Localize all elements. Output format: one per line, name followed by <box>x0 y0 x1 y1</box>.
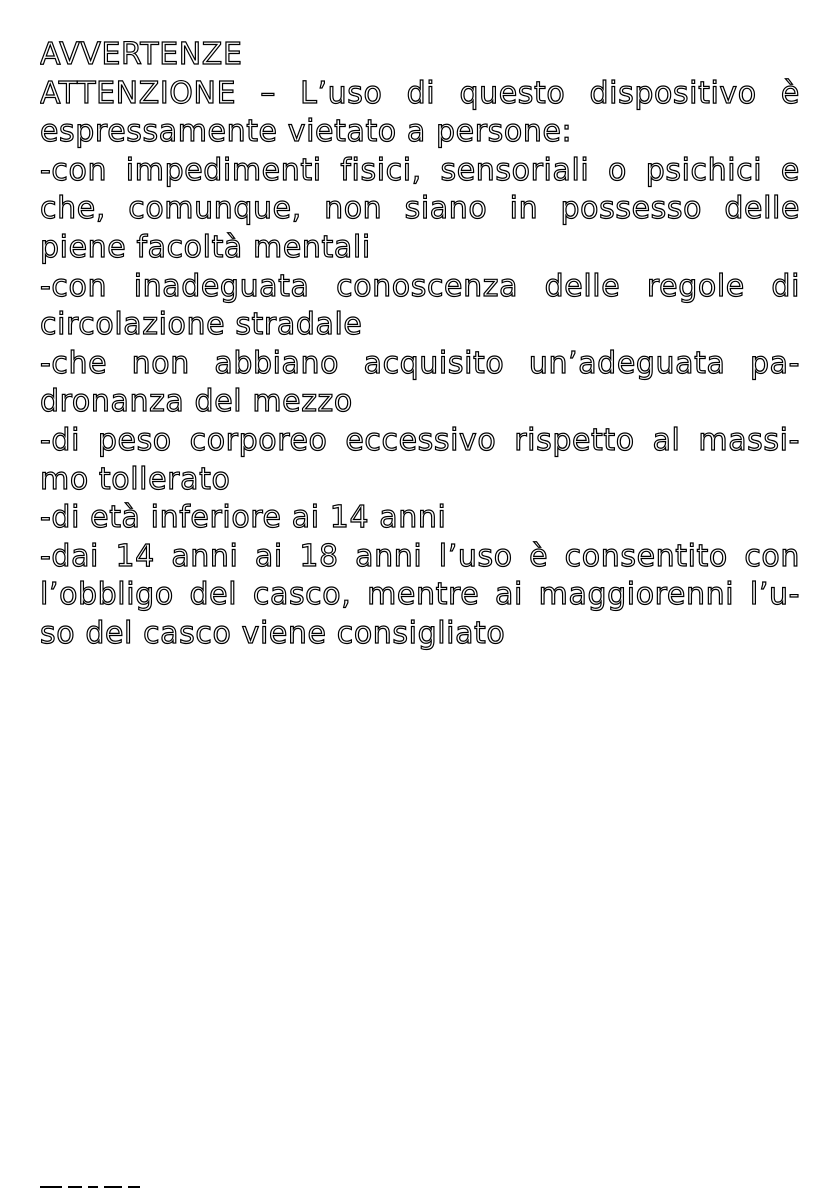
warning-text-line: -di peso corporeo eccessivo rispetto al massi- <box>40 422 800 458</box>
warning-text-line: piene facoltà mentali <box>40 229 371 265</box>
warning-text-line: -con inadeguata conoscenza delle regole di <box>40 268 800 304</box>
warnings-heading: AVVERTENZE <box>40 37 243 72</box>
warning-text-line: -che non abbiano acquisito un’adeguata pa- <box>40 345 800 381</box>
warning-text-line: -di età inferiore ai 14 anni <box>40 500 447 536</box>
warning-text-line: espressamente vietato a persone: <box>40 114 573 150</box>
warning-text-line: ATTENZIONE – L’uso di questo dispositivo è <box>40 75 800 111</box>
warning-text-line: circolazione stradale <box>40 307 363 343</box>
warning-text-line: -dai 14 anni ai 18 anni l’uso è consentito con <box>40 538 800 574</box>
footer-print-mark <box>40 1186 160 1190</box>
warning-text-line: so del casco viene consigliato <box>40 615 506 651</box>
warning-text-line: mo tollerato <box>40 461 231 497</box>
warnings-document <box>40 36 800 654</box>
warning-text-line: -con impedimenti fisici, sensoriali o psichici e <box>40 152 800 188</box>
warning-text-line: l’obbligo del casco, mentre ai maggiorenni l’u- <box>40 577 800 613</box>
warning-text-line: dronanza del mezzo <box>40 384 353 420</box>
warning-text-line: che, comunque, non siano in possesso delle <box>40 191 800 227</box>
